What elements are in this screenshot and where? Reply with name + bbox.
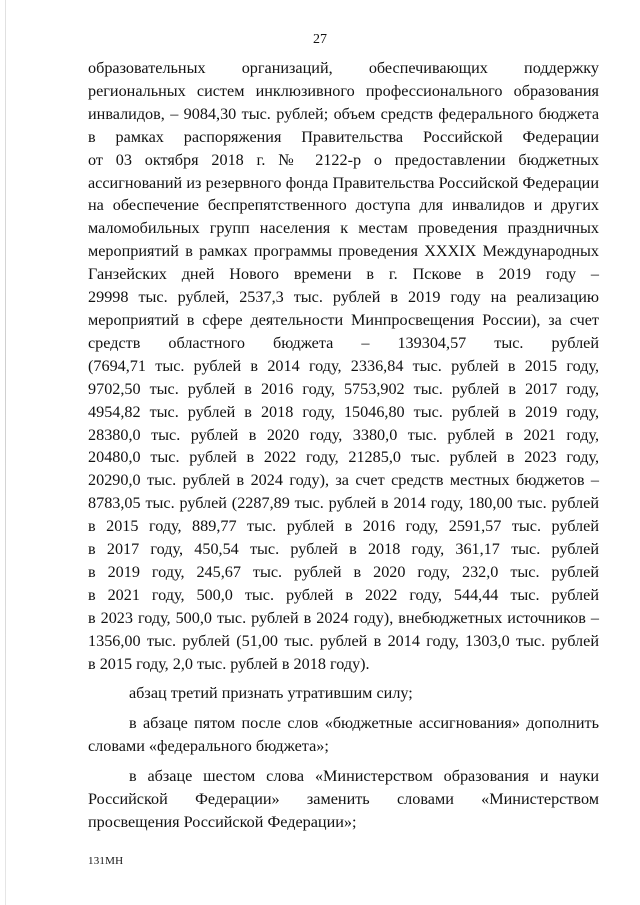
text-line: на обеспечение беспрепятственного доступа для инвалидов и других [88, 196, 599, 215]
text-line: словами «федерального бюджета»; [88, 737, 329, 756]
text-line: в 2023 году, 500,0 тыс. рублей в 2024 году), внебюджетных источников – [88, 608, 599, 627]
scan-edge [5, 0, 6, 905]
text-line: 29998 тыс. рублей, 2537,3 тыс. рублей в 2019 году на реализацию [88, 288, 599, 307]
text-line: в абзаце шестом слова «Министерством образования и науки [129, 767, 599, 786]
text-line: в 2015 году, 889,77 тыс. рублей в 2016 году, 2591,57 тыс. рублей [88, 517, 599, 536]
text-line: 20480,0 тыс. рублей в 2022 году, 21285,0 тыс. рублей в 2023 году, [88, 448, 599, 467]
text-line: маломобильных групп населения к местам проведения праздничных [88, 219, 599, 238]
text-line: ассигнований из резервного фонда Правительства Российской Федерации [88, 173, 599, 192]
document-code: 131МН [88, 855, 124, 867]
text-line: мероприятий в сфере деятельности Минпросвещения России), за счет [88, 310, 599, 329]
paragraph-abzac-pyatyy [88, 712, 599, 758]
text-line: в 2017 году, 450,54 тыс. рублей в 2018 году, 361,17 тыс. рублей [88, 540, 599, 559]
text-line: инвалидов, – 9084,30 тыс. рублей; объем средств федерального бюджета [88, 104, 599, 123]
text-line: 28380,0 тыс. рублей в 2020 году, 3380,0 тыс. рублей в 2021 году, [88, 425, 599, 444]
text-line: абзац третий признать утратившим силу; [129, 684, 413, 703]
text-line: Российской Федерации» заменить словами «Министерством [88, 790, 599, 809]
text-line: 8783,05 тыс. рублей (2287,89 тыс. рублей в 2014 году, 180,00 тыс. рублей [88, 494, 599, 513]
text-line: 4954,82 тыс. рублей в 2018 году, 15046,80 тыс. рублей в 2019 году, [88, 402, 599, 421]
text-line: средств областного бюджета – 139304,57 тыс. рублей [88, 333, 599, 352]
text-line: образовательных организаций, обеспечивающих поддержку [88, 59, 599, 77]
text-line: в абзаце пятом после слов «бюджетные ассигнования» дополнить [129, 714, 599, 733]
text-line: в 2015 году, 2,0 тыс. рублей в 2018 году). [88, 654, 370, 673]
paragraph-abzac-shestoy [88, 765, 599, 834]
paragraph-gap [88, 675, 599, 682]
paragraph-gap [88, 705, 599, 712]
paragraph-gap [88, 758, 599, 765]
text-line: в рамках распоряжения Правительства Российской Федерации [88, 127, 599, 146]
page-number: 27 [313, 32, 327, 47]
text-line: от 03 октября 2018 г. № 2122-р о предоставлении бюджетных [88, 150, 599, 169]
text-line: 20290,0 тыс. рублей в 2024 году), за счет средств местных бюджетов – [88, 471, 599, 490]
text-line: региональных систем инклюзивного профессионального образования [88, 81, 599, 100]
paragraph-abzac-tretiy [88, 682, 599, 705]
text-line: в 2019 году, 245,67 тыс. рублей в 2020 году, 232,0 тыс. рублей [88, 562, 599, 581]
document-body [88, 57, 599, 834]
text-line: 9702,50 тыс. рублей в 2016 году, 5753,902 тыс. рублей в 2017 году, [88, 379, 599, 398]
text-line: в 2021 году, 500,0 тыс. рублей в 2022 году, 544,44 тыс. рублей [88, 585, 599, 604]
text-line: 1356,00 тыс. рублей (51,00 тыс. рублей в 2014 году, 1303,0 тыс. рублей [88, 631, 599, 650]
text-line: (7694,71 тыс. рублей в 2014 году, 2336,84 тыс. рублей в 2015 году, [88, 356, 599, 375]
continuation-paragraph [88, 57, 599, 675]
text-line: Ганзейских дней Нового времени в г. Пскове в 2019 году – [88, 265, 599, 284]
text-line: мероприятий в рамках программы проведения XXXIX Международных [88, 242, 599, 261]
text-line: просвещения Российской Федерации»; [88, 813, 357, 831]
